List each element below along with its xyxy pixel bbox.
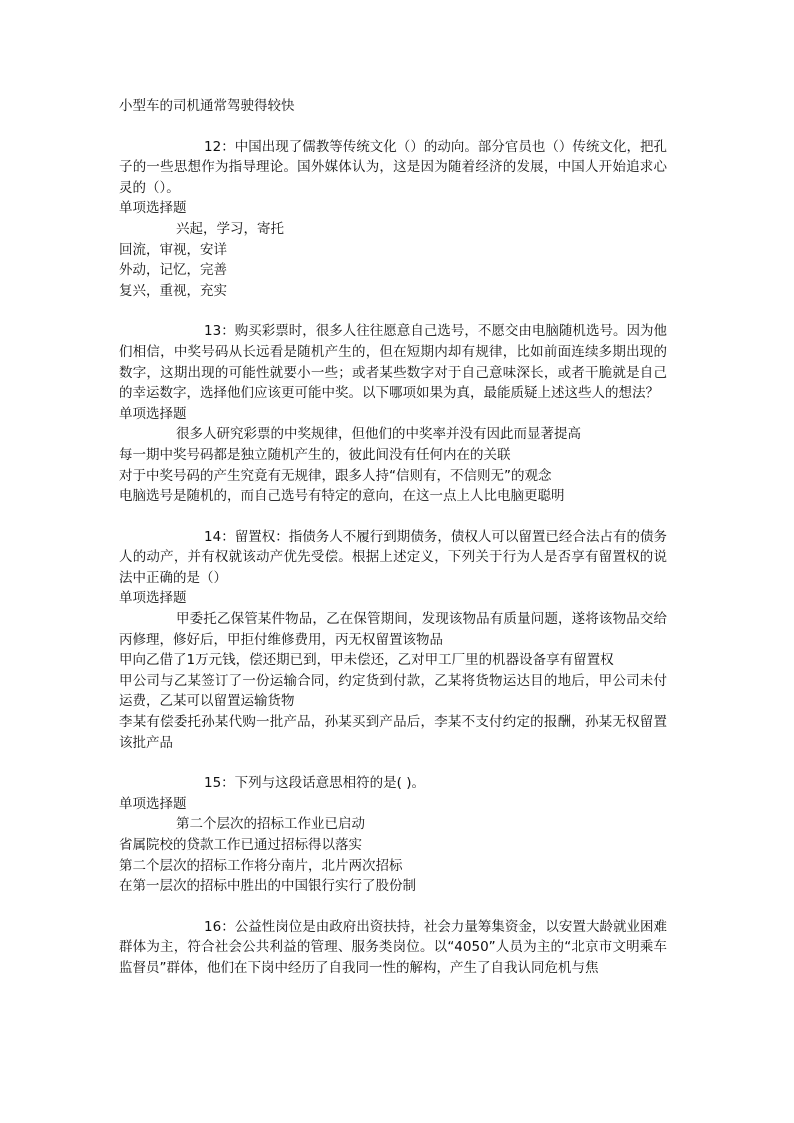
question-12 (119, 137, 667, 302)
option-a: 兴起，学习，寄托 (176, 220, 284, 237)
question-14 (119, 527, 667, 754)
option-c: 外动，记忆，完善 (119, 262, 227, 279)
question-type: 单项选择题 (119, 200, 187, 217)
question-stem: 15：下列与这段话意思相符的是( )。 (204, 775, 426, 792)
question-type: 单项选择题 (119, 590, 187, 607)
question-16 (119, 917, 667, 979)
option-b: 省属院校的贷款工作已通过招标得以落实 (119, 837, 362, 853)
option-c: 甲公司与乙某签订了一份运输合同，约定货到付款，乙某将货物运达目的地后，甲公司未付运费，乙某可以留置运输货物 (119, 672, 667, 710)
question-stem: 16：公益性岗位是由政府出资扶持，社会力量筹集资金，以安置大龄就业困难群体为主，符合社会公共利益的管理、服务类岗位。以“4050”人员为主的“北京市文明乘车监督员”群体，他们在下岗中经历了自我同一性的解构，产生了自我认同危机与焦 (119, 918, 667, 976)
option-d: 复兴，重视，充实 (119, 282, 227, 299)
option-d: 电脑选号是随机的，而自己选号有特定的意向，在这一点上人比电脑更聪明 (119, 488, 565, 505)
question-15 (119, 773, 667, 897)
question-stem: 12：中国出现了儒教等传统文化（）的动向。部分官员也（）传统文化，把孔子的一些思想作为指导理论。国外媒体认为，这是因为随着经济的发展，中国人开始追求心灵的（）。 (119, 138, 667, 196)
option-a: 甲委托乙保管某件物品，乙在保管期间，发现该物品有质量问题，遂将该物品交给丙修理，修好后，甲拒付维修费用，丙无权留置该物品 (119, 611, 667, 648)
question-type: 单项选择题 (119, 405, 187, 422)
document-page (119, 96, 667, 999)
option-a: 很多人研究彩票的中奖规律，但他们的中奖率并没有因此而显著提高 (176, 426, 581, 443)
option-b: 回流，审视，安详 (119, 241, 227, 258)
option-d: 李某有偿委托孙某代购一批产品，孙某买到产品后，李某不支付约定的报酬，孙某无权留置该批产品 (119, 714, 667, 751)
question-stem: 14：留置权：指债务人不履行到期债务，债权人可以留置已经合法占有的债务人的动产，并有权就该动产优先受偿。根据上述定义，下列关于行为人是否享有留置权的说法中正确的是（） (119, 528, 667, 586)
option-c: 对于中奖号码的产生究竟有无规律，跟多人持“信则有，不信则无”的观念 (119, 467, 552, 484)
question-stem: 13：购买彩票时，很多人往往愿意自己选号，不愿交由电脑随机选号。因为他们相信，中奖号码从长远看是随机产生的，但在短期内却有规律，比如前面连续多期出现的数字，这期出现的可能性就要小一些；或者某些数字对于自己意味深长，或者干脆就是自己的幸运数字，选择他们应该更可能中奖。以下哪项如果为真，最能质疑上述这些人的想法？ (119, 323, 667, 402)
intro-line: 小型车的司机通常驾驶得较快 (119, 98, 295, 114)
option-b: 甲向乙借了1万元钱，偿还期已到，甲未偿还，乙对甲工厂里的机器设备享有留置权 (119, 652, 614, 669)
option-d: 在第一层次的招标中胜出的中国银行实行了股份制 (119, 878, 416, 895)
option-b: 每一期中奖号码都是独立随机产生的，彼此间没有任何内在的关联 (119, 446, 511, 463)
question-type: 单项选择题 (119, 795, 187, 812)
question-13 (119, 321, 667, 506)
option-a: 第二个层次的招标工作业已启动 (176, 816, 365, 833)
option-c: 第二个层次的招标工作将分南片，北片两次招标 (119, 857, 403, 874)
